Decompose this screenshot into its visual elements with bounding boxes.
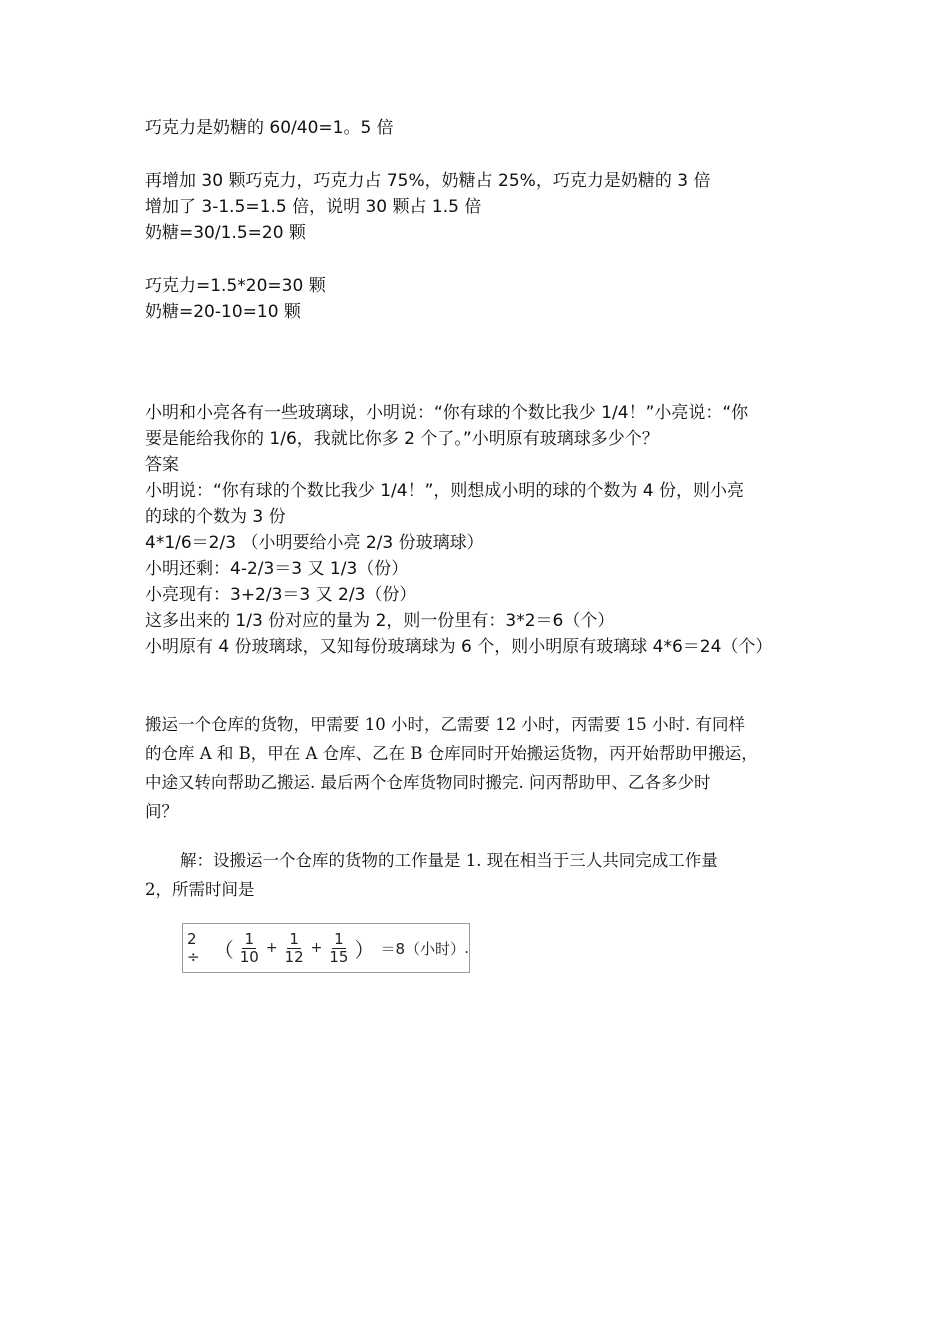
line-add-chocolate: 再增加 30 颗巧克力，巧克力占 75%，奶糖占 25%，巧克力是奶糖的 3 倍	[145, 171, 711, 191]
line-candy-count: 奶糖=30/1.5=20 颗	[145, 223, 306, 243]
plus-sign: +	[310, 940, 323, 956]
formula-lead: 2 ÷	[187, 930, 200, 966]
question2-line2: 要是能给我你的 1/6，我就比你多 2 个了。”小明原有玻璃球多少个？	[145, 429, 659, 449]
question2-line1: 小明和小亮各有一些玻璃球，小明说：“你有球的个数比我少 1/4！”小亮说：“你	[145, 403, 749, 423]
solution3-line2: 2，所需时间是	[145, 880, 255, 899]
answer2-line3: 4*1/6＝2/3 （小明要给小亮 2/3 份玻璃球）	[145, 533, 484, 553]
answer2-line6: 这多出来的 1/3 份对应的量为 2，则一份里有：3*2＝6（个）	[145, 611, 615, 631]
formula-open-paren: （	[213, 937, 234, 962]
plus-sign: +	[265, 940, 278, 956]
answer2-line7: 小明原有 4 份玻璃球，又知每份玻璃球为 6 个，则小明原有玻璃球 4*6＝24（个）	[145, 637, 773, 657]
solution3-line1: 解：设搬运一个仓库的货物的工作量是 1. 现在相当于三人共同完成工作量	[180, 851, 718, 870]
answer-label: 答案	[145, 455, 179, 475]
fraction-1-10: $\frac{1}{10}$	[239, 929, 259, 966]
line-chocolate-count: 巧克力=1.5*20=30 颗	[145, 276, 326, 296]
answer2-line4: 小明还剩：4-2/3＝3 又 1/3（份）	[145, 559, 409, 579]
line-candy-final: 奶糖=20-10=10 颗	[145, 302, 301, 322]
formula-image	[182, 923, 470, 973]
question3-line2: 的仓库 A 和 B，甲在 A 仓库、乙在 B 仓库同时开始搬运货物，丙开始帮助甲搬运，	[145, 744, 758, 763]
fraction-1-12: $\frac{1}{12}$	[284, 929, 304, 966]
line-increase: 增加了 3-1.5=1.5 倍，说明 30 颗占 1.5 倍	[145, 197, 482, 217]
answer2-line2: 的球的个数为 3 份	[145, 507, 286, 527]
question3-line1: 搬运一个仓库的货物，甲需要 10 小时，乙需要 12 小时，丙需要 15 小时. 有同样	[145, 715, 745, 734]
formula-result: ＝8（小时）	[380, 939, 466, 958]
answer2-line1: 小明说：“你有球的个数比我少 1/4！”，则想成小明的球的个数为 4 份，则小亮	[145, 481, 744, 501]
formula-tail: .	[464, 939, 469, 957]
formula-close-paren: ）	[354, 937, 375, 962]
fraction-1-15: $\frac{1}{15}$	[329, 929, 349, 966]
line-chocolate-ratio: 巧克力是奶糖的 60/40=1。5 倍	[145, 118, 394, 138]
question3-line4: 间？	[145, 802, 178, 821]
answer2-line5: 小亮现有：3+2/3＝3 又 2/3（份）	[145, 585, 417, 605]
question3-line3: 中途又转向帮助乙搬运. 最后两个仓库货物同时搬完. 问丙帮助甲、乙各多少时	[145, 773, 711, 792]
